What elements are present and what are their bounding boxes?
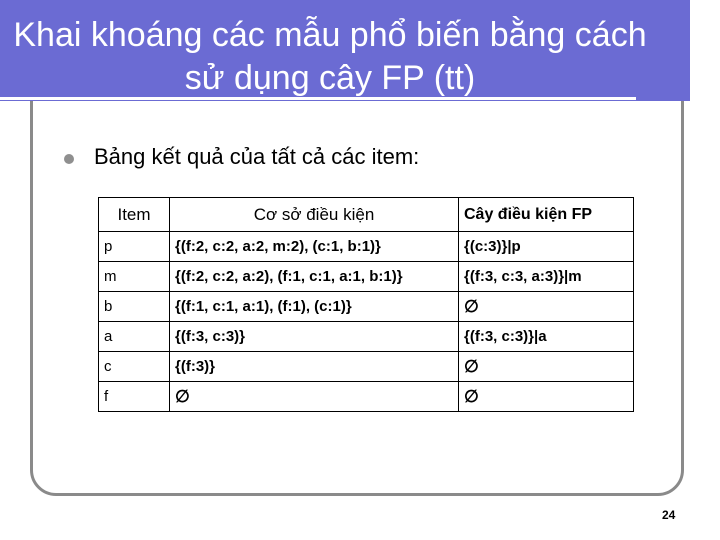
header-item: Item [99,198,170,232]
bullet-dot-icon [64,154,74,164]
cell-base: {(f:3)} [170,352,459,382]
cell-base: {(f:3, c:3)} [170,322,459,352]
table-row [99,232,634,262]
table-row [99,262,634,292]
cell-item: m [99,262,170,292]
cell-fp-tree: {(f:3, c:3)}|a [459,322,634,352]
cell-item: b [99,292,170,322]
empty-set-symbol: ∅ [459,382,634,412]
table-header-row [99,198,634,232]
cell-base: {(f:2, c:2, a:2), (f:1, c:1, a:1, b:1)} [170,262,459,292]
title-underline [0,97,636,100]
title-bar [0,0,690,101]
table-row [99,292,634,322]
cell-fp-tree: {(c:3)}|p [459,232,634,262]
cell-item: p [99,232,170,262]
cell-item: f [99,382,170,412]
result-table [98,197,634,412]
header-conditional-base: Cơ sở điều kiện [170,198,459,232]
table-row [99,382,634,412]
empty-set-symbol: ∅ [459,352,634,382]
page-number: 24 [662,508,676,522]
cell-base: {(f:2, c:2, a:2, m:2), (c:1, b:1)} [170,232,459,262]
bullet-text: Bảng kết quả của tất cả các item: [94,144,420,169]
empty-set-symbol: ∅ [459,292,634,322]
table-row [99,352,634,382]
table-row [99,322,634,352]
cell-item: c [99,352,170,382]
cell-base: {(f:1, c:1, a:1), (f:1), (c:1)} [170,292,459,322]
cell-item: a [99,322,170,352]
header-conditional-fp-tree: Cây điều kiện FP [459,198,634,232]
empty-set-symbol: ∅ [170,382,459,412]
cell-fp-tree: {(f:3, c:3, a:3)}|m [459,262,634,292]
slide-title: Khai khoáng các mẫu phổ biến bằng cách sử dụng cây FP (tt) [13,16,647,97]
